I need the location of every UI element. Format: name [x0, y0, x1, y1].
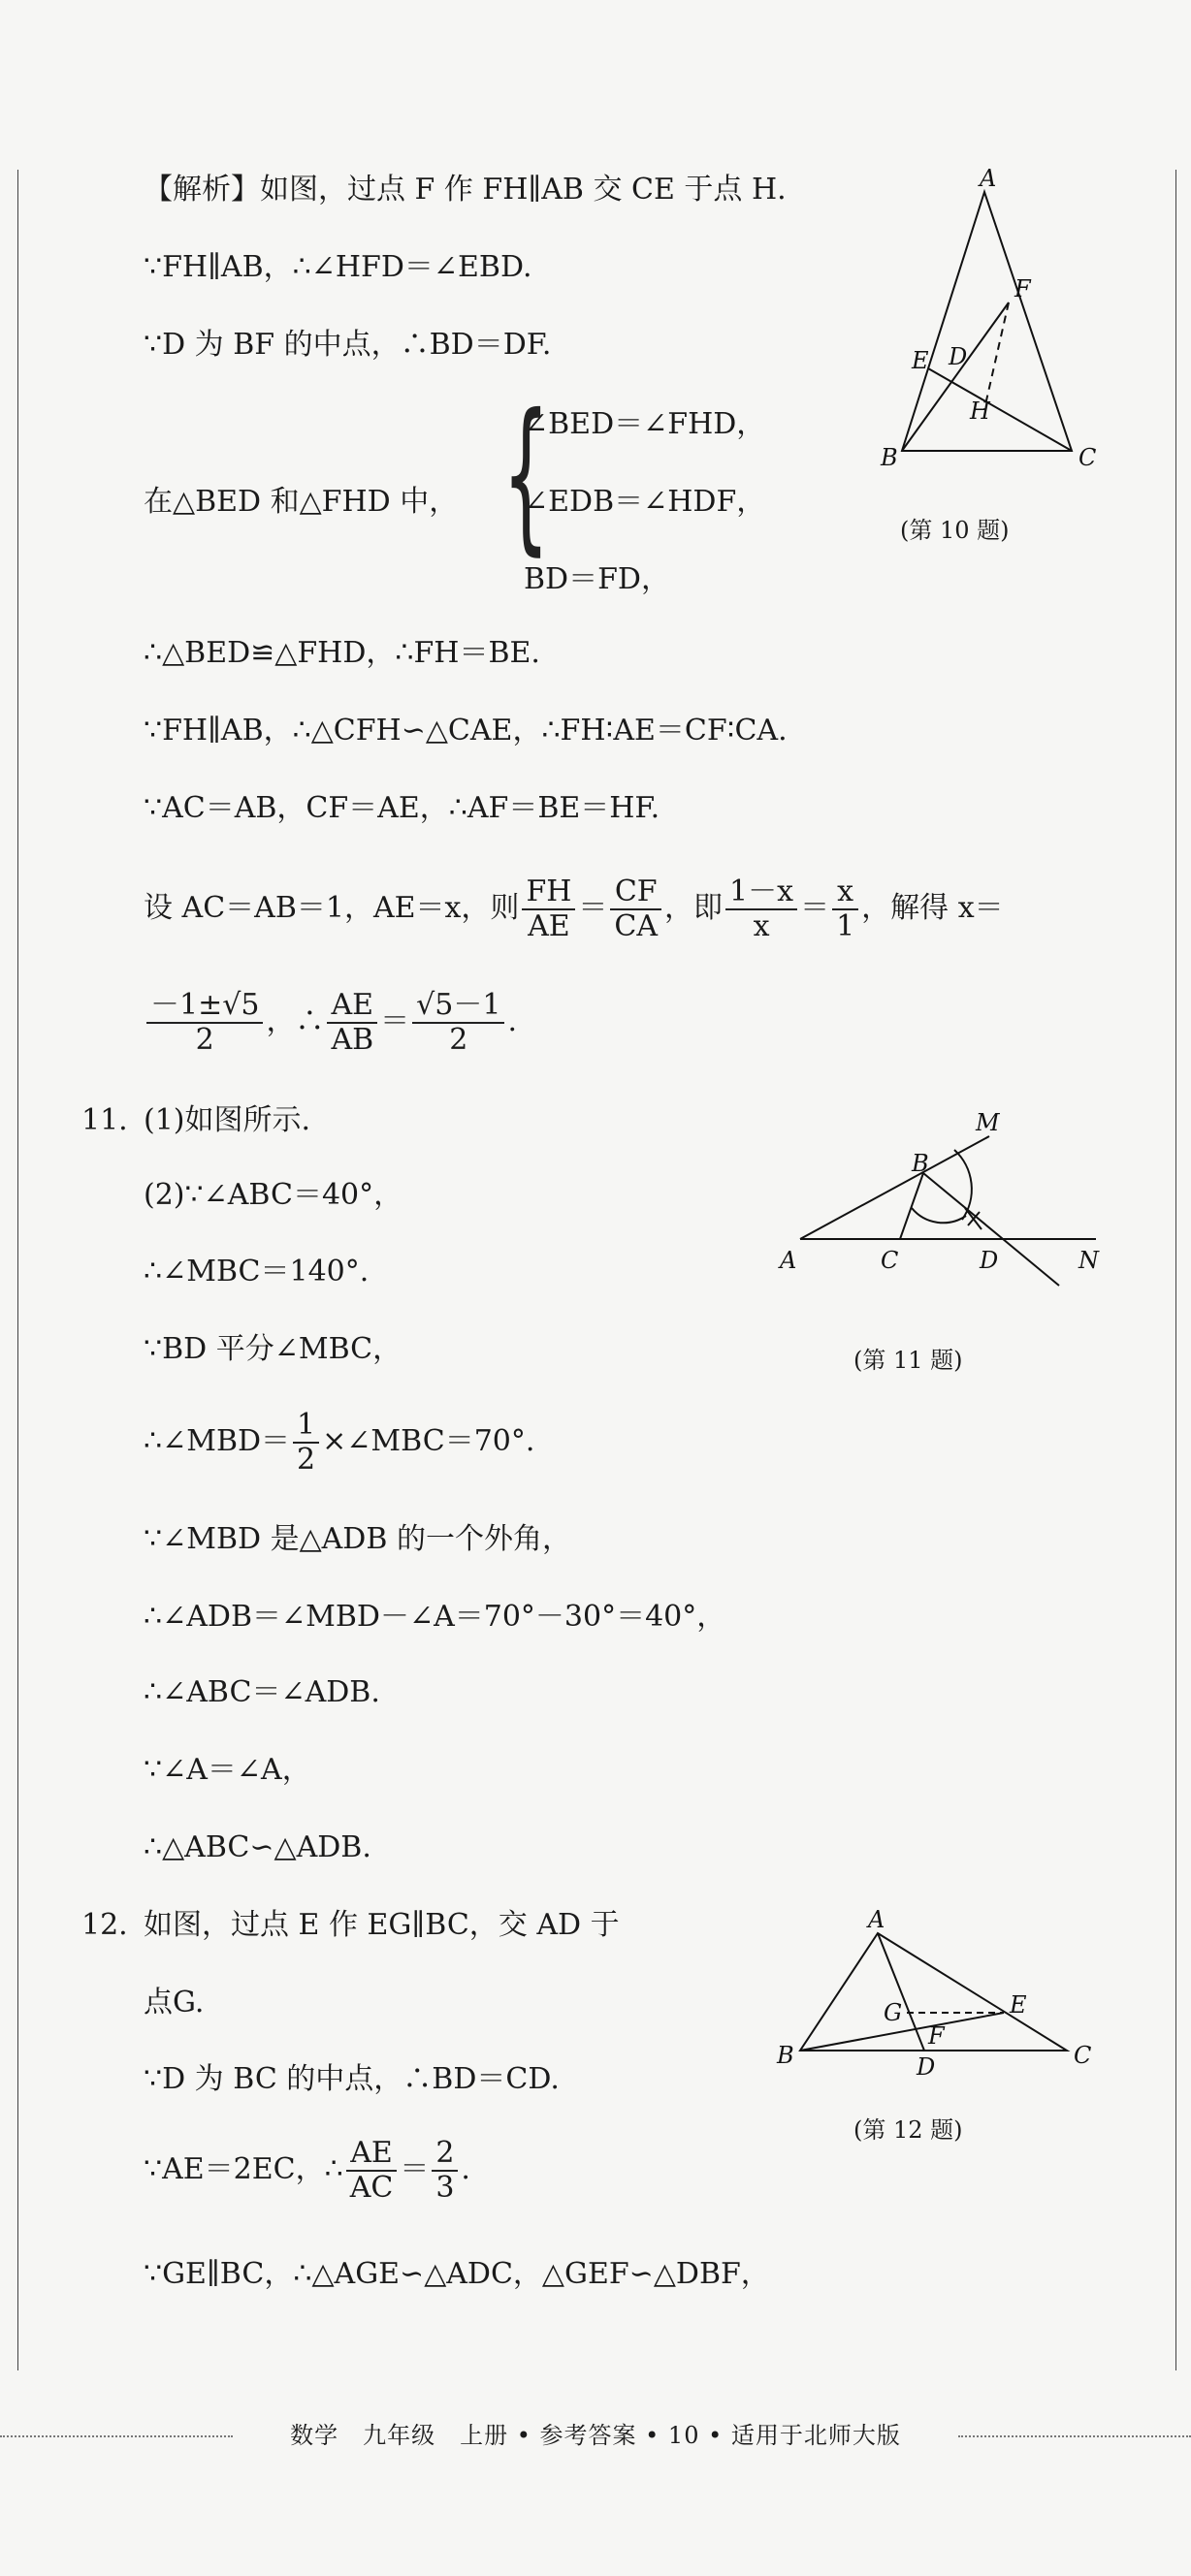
label-G: G: [884, 1999, 903, 2026]
solution-line: (1)如图所示.: [144, 1103, 311, 1137]
solution-line: ∵∠MBD 是△ADB 的一个外角，: [144, 1522, 571, 1556]
fraction: $\frac{√5-1}{2}$: [412, 989, 504, 1057]
solution-line: ∵FH∥AB，∴∠HFD＝∠EBD.: [144, 250, 532, 284]
fraction: $\frac{AE}{AC}$: [346, 2137, 398, 2205]
solution-line: ∵D 为 BC 的中点，∴BD＝CD.: [144, 2062, 560, 2096]
solution-line: 在△BED 和△FHD 中，: [144, 485, 459, 519]
solution-line: ∴△ABC∽△ADB.: [144, 1830, 371, 1864]
figure-12-diagram: [771, 1900, 1111, 2084]
label-B: B: [777, 2042, 794, 2069]
fraction: $\frac{1-x}{x}$: [725, 875, 797, 943]
label-D: D: [949, 343, 968, 370]
system-line: ∠EDB＝∠HDF，: [524, 485, 766, 519]
problem-number: 11.: [81, 1103, 128, 1137]
solution-line-fractions: $\frac{-1\pm√5}{2}$ ，∴ $\frac{AE}{AB}$ ＝ $\frac{√5-1}{2}$ .: [144, 981, 517, 1063]
fraction: $\frac{CF}{CA}$: [610, 875, 661, 943]
label-F: F: [928, 2022, 945, 2050]
label-B: B: [912, 1150, 929, 1177]
label-F: F: [1014, 275, 1031, 302]
system-line: ∠BED＝∠FHD，: [524, 407, 766, 441]
label-B: B: [881, 444, 898, 471]
footer-text: 数学 九年级 上册 • 参考答案 • 10 • 适用于北师大版: [290, 2422, 901, 2449]
solution-line: 如图，过点 E 作 EG∥BC，交 AD 于: [144, 1908, 620, 1942]
right-margin-rule: [1175, 170, 1176, 2370]
system-brace: {: [502, 379, 550, 571]
solution-line: 点G.: [144, 1986, 205, 2019]
fraction: $\frac{AE}{AB}$: [327, 989, 377, 1057]
label-C: C: [1078, 444, 1097, 471]
solution-line: ∴△BED≌△FHD，∴FH＝BE.: [144, 636, 540, 670]
solution-line: ∴∠ADB＝∠MBD－∠A＝70°－30°＝40°，: [144, 1600, 726, 1634]
figure-12-caption: (第 12 题): [853, 2116, 963, 2144]
solution-line-fractions: 设 AC＝AB＝1，AE＝x，则 $\frac{FH}{AE}$ ＝ $\frac{CF}{CA}$ ，即 $\frac{1-x}{x}$ ＝ $\frac{x}{1}$ ，解得 x＝: [144, 875, 1004, 943]
fraction: $\frac{1}{2}$: [293, 1409, 319, 1477]
label-E: E: [1010, 1991, 1027, 2019]
figure-10-caption: (第 10 题): [900, 517, 1010, 544]
solution-line: ∵FH∥AB，∴△CFH∽△CAE，∴FH∶AE＝CF∶CA.: [144, 714, 788, 747]
label-E: E: [912, 347, 929, 374]
figure-10-diagram: [863, 165, 1125, 485]
solution-line: (2)∵∠ABC＝40°，: [144, 1178, 403, 1212]
solution-line: ∵∠A＝∠A，: [144, 1753, 311, 1787]
solution-line: ∵AC＝AB，CF＝AE，∴AF＝BE＝HF.: [144, 791, 660, 825]
solution-line-fractions: ∵AE＝2EC，∴ $\frac{AE}{AC}$ ＝ $\frac{2}{3}$ .: [144, 2136, 470, 2205]
solution-line: ∴∠MBC＝140°.: [144, 1255, 370, 1288]
label-M: M: [976, 1109, 1000, 1136]
label-C: C: [1074, 2042, 1092, 2069]
fraction: $\frac{-1\pm√5}{2}$: [146, 989, 263, 1057]
label-H: H: [970, 398, 990, 425]
label-A: A: [780, 1247, 797, 1274]
label-A: A: [980, 165, 997, 192]
solution-line: ∵GE∥BC，∴△AGE∽△ADC，△GEF∽△DBF，: [144, 2257, 770, 2291]
solution-line: ∵D 为 BF 的中点，∴BD＝DF.: [144, 328, 552, 362]
solution-line: ∵BD 平分∠MBC，: [144, 1332, 402, 1366]
solution-line-fractions: ∴∠MBD＝ $\frac{1}{2}$ ×∠MBC＝70°.: [144, 1408, 535, 1477]
solution-line: 【解析】如图，过点 F 作 FH∥AB 交 CE 于点 H.: [144, 173, 787, 207]
label-A: A: [868, 1906, 885, 1933]
figure-11-diagram: [776, 1094, 1115, 1307]
solution-line: ∴∠ABC＝∠ADB.: [144, 1675, 380, 1709]
left-margin-rule: [17, 170, 18, 2370]
label-D: D: [917, 2053, 936, 2081]
fraction: $\frac{x}{1}$: [832, 875, 858, 943]
fraction: $\frac{2}{3}$: [432, 2137, 458, 2205]
page-footer: [0, 2416, 1191, 2455]
fraction: $\frac{FH}{AE}$: [522, 875, 575, 943]
label-D: D: [980, 1247, 999, 1274]
problem-number: 12.: [81, 1908, 128, 1942]
figure-11-caption: (第 11 题): [853, 1347, 963, 1374]
label-N: N: [1078, 1247, 1099, 1274]
label-C: C: [881, 1247, 899, 1274]
system-line: BD＝FD，: [524, 562, 670, 596]
